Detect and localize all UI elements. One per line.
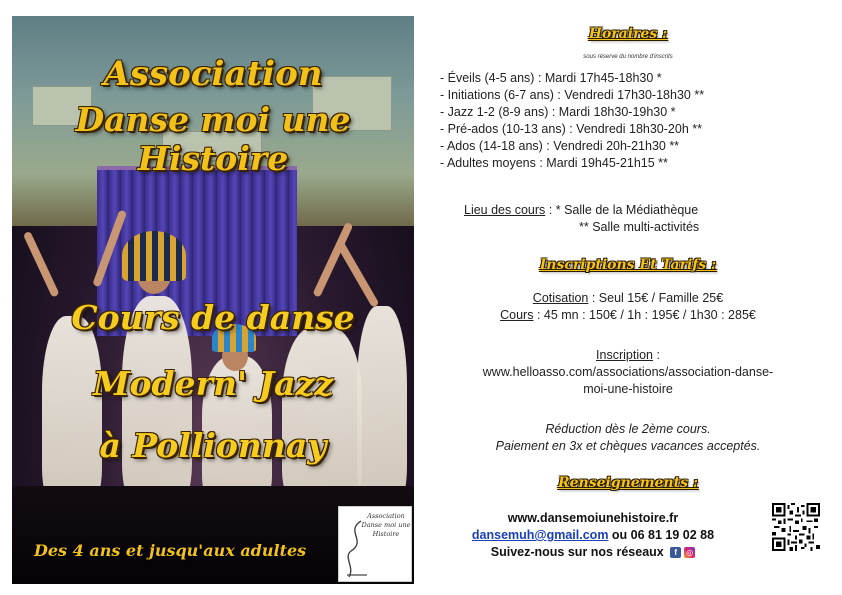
schedule-item: - Adultes moyens : Mardi 19h45-21h15 ** [440,156,668,170]
cours-label: Cours [500,308,534,322]
schedule-item: - Jazz 1-2 (8-9 ans) : Mardi 18h30-19h30 * [440,105,676,119]
poster-course-line2: Modern' Jazz [92,364,334,403]
inscription-url-line2[interactable]: moi-une-histoire [583,382,673,396]
facebook-icon[interactable]: f [670,547,681,558]
association-logo [338,506,412,582]
poster-course-line1: Cours de danse [71,298,355,337]
horaires-note: sous réserve du nombre d'inscrits [583,54,673,60]
venue-line1: : * Salle de la Médiathèque [545,203,699,217]
dancer-arm [23,231,60,298]
horaires-heading: Horaires : [588,26,668,42]
poster-image [12,16,414,584]
cotisation-value: : Seul 15€ / Famille 25€ [588,291,724,305]
schedule-list [440,70,820,172]
registration-info [420,347,836,398]
cours-value: : 45 mn : 150€ / 1h : 195€ / 1h30 : 285€ [533,308,756,322]
poster-title-association: Association [103,54,323,94]
inscription-label: Inscription [596,348,654,362]
poster-age-line: Des 4 ans et jusqu'aux adultes [34,541,307,560]
venue-line2: ** Salle multi-activités [579,220,700,234]
qr-code-icon[interactable] [772,503,820,551]
pricing-info [420,290,836,324]
logo-text: Association Danse moi une Histoire [361,512,411,538]
poster-title-name: Danse moi une Histoire [75,100,351,178]
venue-label: Lieu des cours [464,203,546,217]
social-text: Suivez-nous sur nos réseaux [490,545,664,559]
tarifs-heading: Inscriptions Et Tarifs : [539,257,717,273]
contact-info [420,510,766,561]
venue-info [464,202,699,236]
inscription-url-line1[interactable]: www.helloasso.com/associations/association-danse- [482,365,774,379]
schedule-item: - Pré-ados (10-13 ans) : Vendredi 18h30-20h ** [440,122,702,136]
discount-line1: Réduction dès le 2ème cours. [545,422,711,436]
schedule-item: - Éveils (4-5 ans) : Mardi 17h45-18h30 * [440,71,662,85]
dancer-figure [42,316,102,506]
website-link[interactable]: www.dansemoiunehistoire.fr [507,511,679,525]
schedule-item: - Ados (14-18 ans) : Vendredi 20h-21h30 ** [440,139,680,153]
pharaoh-headdress [122,231,186,281]
email-link[interactable]: dansemuh@gmail.com [471,528,609,542]
schedule-item: - Initiations (6-7 ans) : Vendredi 17h30-18h30 ** [440,88,705,102]
discount-line2: Paiement en 3x et chèques vacances acceptés. [495,439,761,453]
discount-info [420,421,836,455]
phone-number: ou 06 81 19 02 88 [608,528,715,542]
dancer-figure [282,326,362,506]
instagram-icon[interactable]: ◎ [684,547,695,558]
renseignements-heading: Renseignements : [558,475,698,491]
cotisation-label: Cotisation [532,291,589,305]
inscription-suffix: : [653,348,660,362]
poster-course-line3: à Pollionnay [99,426,327,465]
